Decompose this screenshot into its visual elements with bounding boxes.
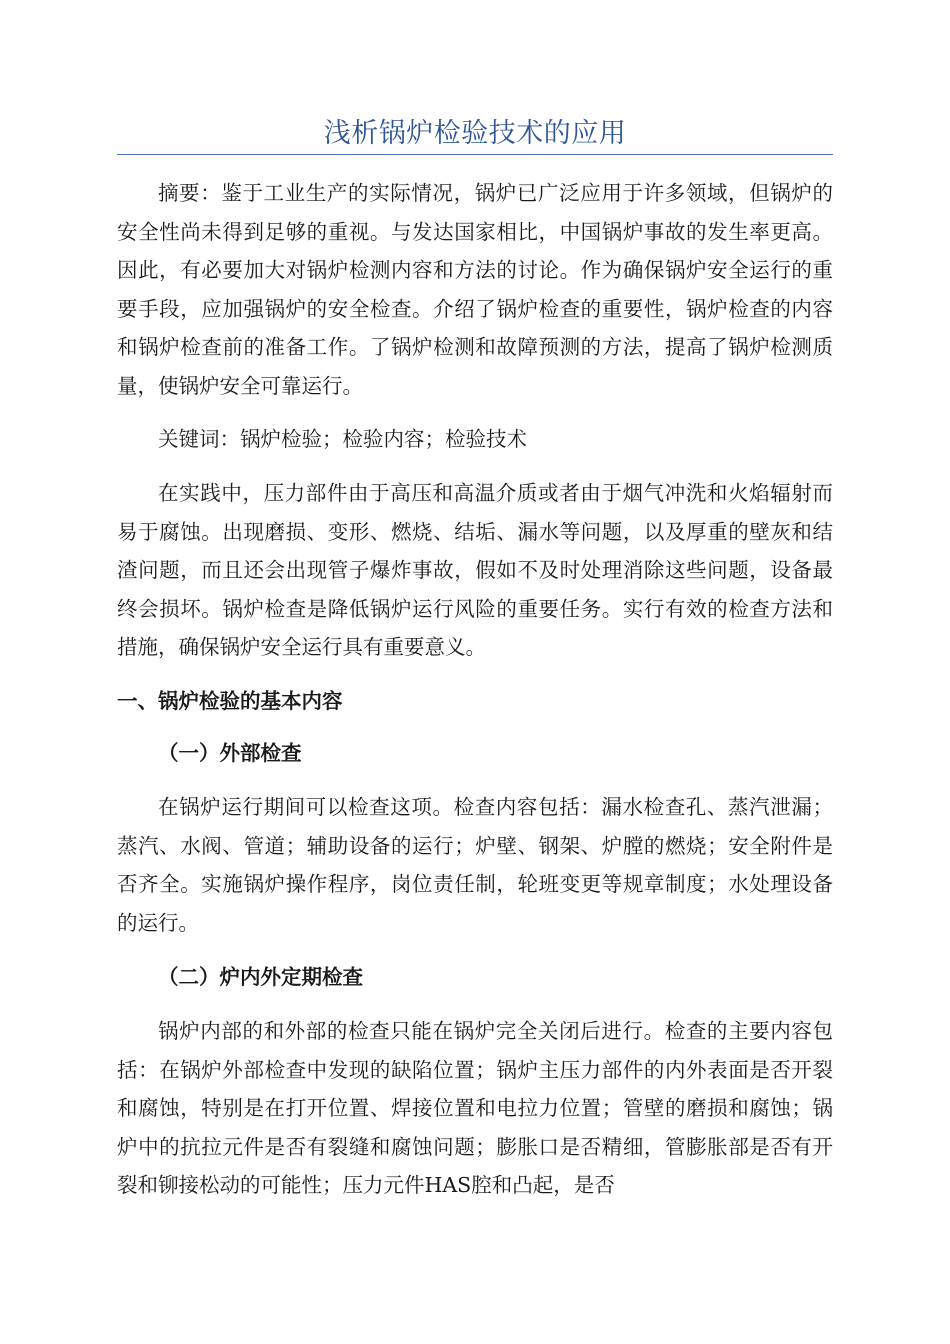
document-title: 浅析锅炉检验技术的应用	[323, 118, 627, 149]
subsection-heading-2: （二）炉内外定期检查	[158, 965, 363, 989]
abstract-paragraph: 摘要：鉴于工业生产的实际情况，锅炉已广泛应用于许多领域，但锅炉的安全性尚未得到足够的重视。与发达国家相比，中国锅炉事故的发生率更高。因此，有必要加大对锅炉检测内容和方法的讨论。作为确保锅炉安全运行的重要手段，应加强锅炉的安全检查。介绍了锅炉检查的重要性，锅炉检查的内容和锅炉检查前的准备工作。了锅炉检测和故障预测的方法，提高了锅炉检测质量，使锅炉安全可靠运行。	[117, 181, 833, 398]
subsection-1-paragraph: 在锅炉运行期间可以检查这项。检查内容包括：漏水检查孔、蒸汽泄漏；蒸汽、水阀、管道；辅助设备的运行；炉壁、钢架、炉膛的燃烧；安全附件是否齐全。实施锅炉操作程序，岗位责任制，轮班变更等规章制度；水处理设备的运行。	[117, 795, 833, 935]
section-heading-1: 一、锅炉检验的基本内容	[117, 689, 343, 713]
subsection-2-paragraph: 锅炉内部的和外部的检查只能在锅炉完全关闭后进行。检查的主要内容包括：在锅炉外部检查中发现的缺陷位置；锅炉主压力部件的内外表面是否开裂和腐蚀，特别是在打开位置、焊接位置和电拉力位置；管壁的磨损和腐蚀；锅炉中的抗拉元件是否有裂缝和腐蚀问题；膨胀口是否精细，管膨胀部是否有开裂和铆接松动的可能性；压力元件HAS腔和凸起，是否	[117, 1019, 833, 1198]
title-underline	[117, 154, 833, 155]
intro-paragraph: 在实践中，压力部件由于高压和高温介质或者由于烟气冲洗和火焰辐射而易于腐蚀。出现磨损、变形、燃烧、结垢、漏水等问题，以及厚重的壁灰和结渣问题，而且还会出现管子爆炸事故，假如不及时处理消除这些问题，设备最终会损坏。锅炉检查是降低锅炉运行风险的重要任务。实行有效的检查方法和措施，确保锅炉安全运行具有重要意义。	[117, 481, 833, 660]
keywords-paragraph: 关键词：锅炉检验；检验内容；检验技术	[158, 427, 527, 451]
subsection-heading-1: （一）外部检查	[158, 741, 302, 765]
